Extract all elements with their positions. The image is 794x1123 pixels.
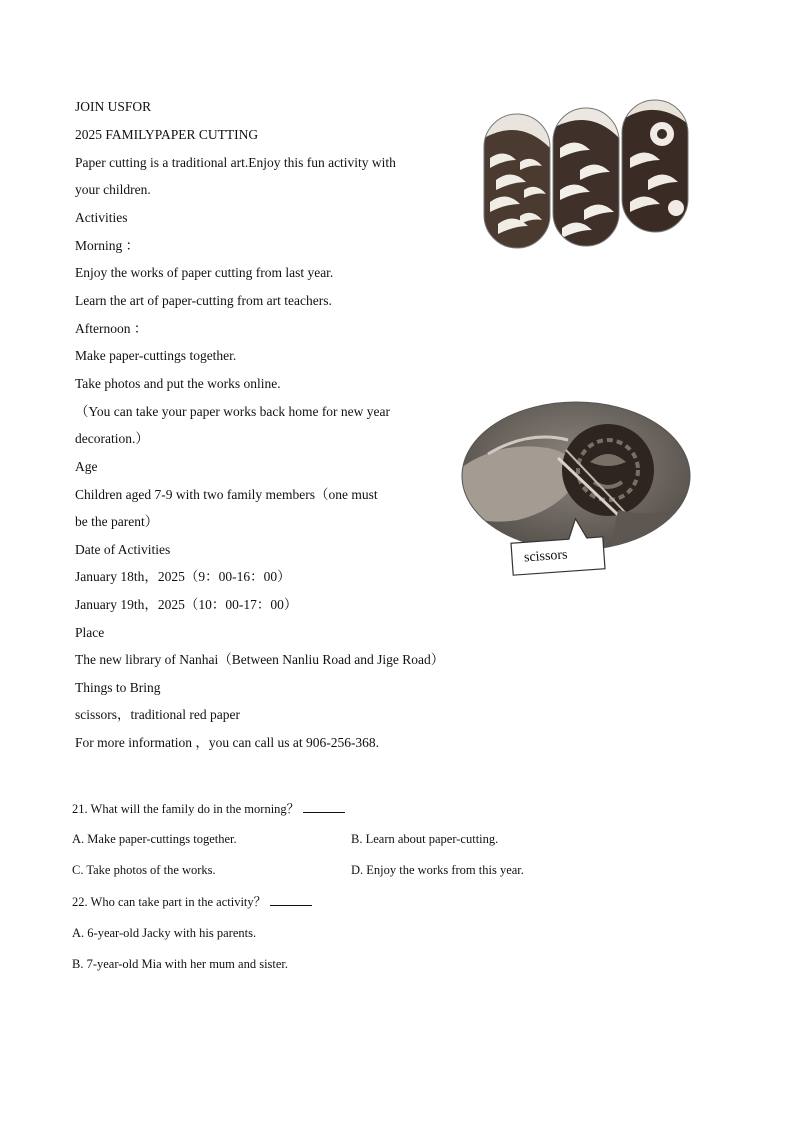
contact-line: For more information ，you can call us at 906-256-368. [75, 735, 380, 750]
morning-item-2: Learn the art of paper-cutting from art teachers. [75, 293, 332, 308]
poster-title-line-1: JOIN USFOR [75, 99, 152, 114]
afternoon-note-line-2: decoration.） [75, 431, 149, 446]
q21-option-b: B. Learn about paper-cutting. [351, 832, 499, 846]
answer-blank-22[interactable] [270, 894, 312, 906]
section-heading-place: Place [75, 625, 105, 640]
answer-blank-21[interactable] [303, 801, 345, 813]
paper-cut-snake-icon [480, 98, 692, 254]
date-line-1: January 18th，2025（9：00-16：00） [75, 569, 291, 584]
q21-option-d: D. Enjoy the works from this year. [351, 863, 524, 877]
age-line-2: be the parent） [75, 514, 159, 529]
date-line-2: January 19th，2025（10：00-17：00） [75, 597, 298, 612]
place-line: The new library of Nanhai（Between Nanliu Road and Jige Road） [75, 652, 445, 667]
section-heading-date: Date of Activities [75, 542, 171, 557]
question-22-stem: 22. Who can take part in the activity？ [72, 895, 267, 909]
afternoon-note-line-1: （You can take your paper works back home for new year [75, 404, 391, 419]
section-heading-activities: Activities [75, 210, 128, 225]
question-22 [72, 894, 312, 910]
question-21-stem: 21. What will the family do in the morning？ [72, 802, 300, 816]
intro-line-2: your children. [75, 182, 151, 197]
scissors-label: scissors [523, 547, 568, 566]
question-21 [72, 801, 345, 817]
afternoon-label: Afternoon ： [75, 321, 148, 336]
afternoon-item-2: Take photos and put the works online. [75, 376, 281, 391]
q21-option-c: C. Take photos of the works. [72, 863, 216, 877]
q22-option-b: B. 7-year-old Mia with her mum and sister. [72, 957, 289, 971]
hands-cutting-paper-icon [458, 400, 694, 582]
things-line: scissors，traditional red paper [75, 707, 240, 722]
section-heading-things: Things to Bring [75, 680, 161, 695]
q21-option-a: A. Make paper-cuttings together. [72, 832, 237, 846]
morning-label: Morning ： [75, 238, 140, 253]
age-line-1: Children aged 7-9 with two family members（one must [75, 487, 378, 502]
section-heading-age: Age [75, 459, 98, 474]
scissors-photo-art [458, 400, 694, 582]
afternoon-item-1: Make paper-cuttings together. [75, 348, 237, 363]
morning-item-1: Enjoy the works of paper cutting from last year. [75, 265, 334, 280]
intro-line-1: Paper cutting is a traditional art.Enjoy this fun activity with [75, 155, 396, 170]
q22-option-a: A. 6-year-old Jacky with his parents. [72, 926, 257, 940]
paper-cut-snake-art [480, 98, 692, 254]
poster-title-line-2: 2025 FAMILYPAPER CUTTING [75, 127, 259, 142]
